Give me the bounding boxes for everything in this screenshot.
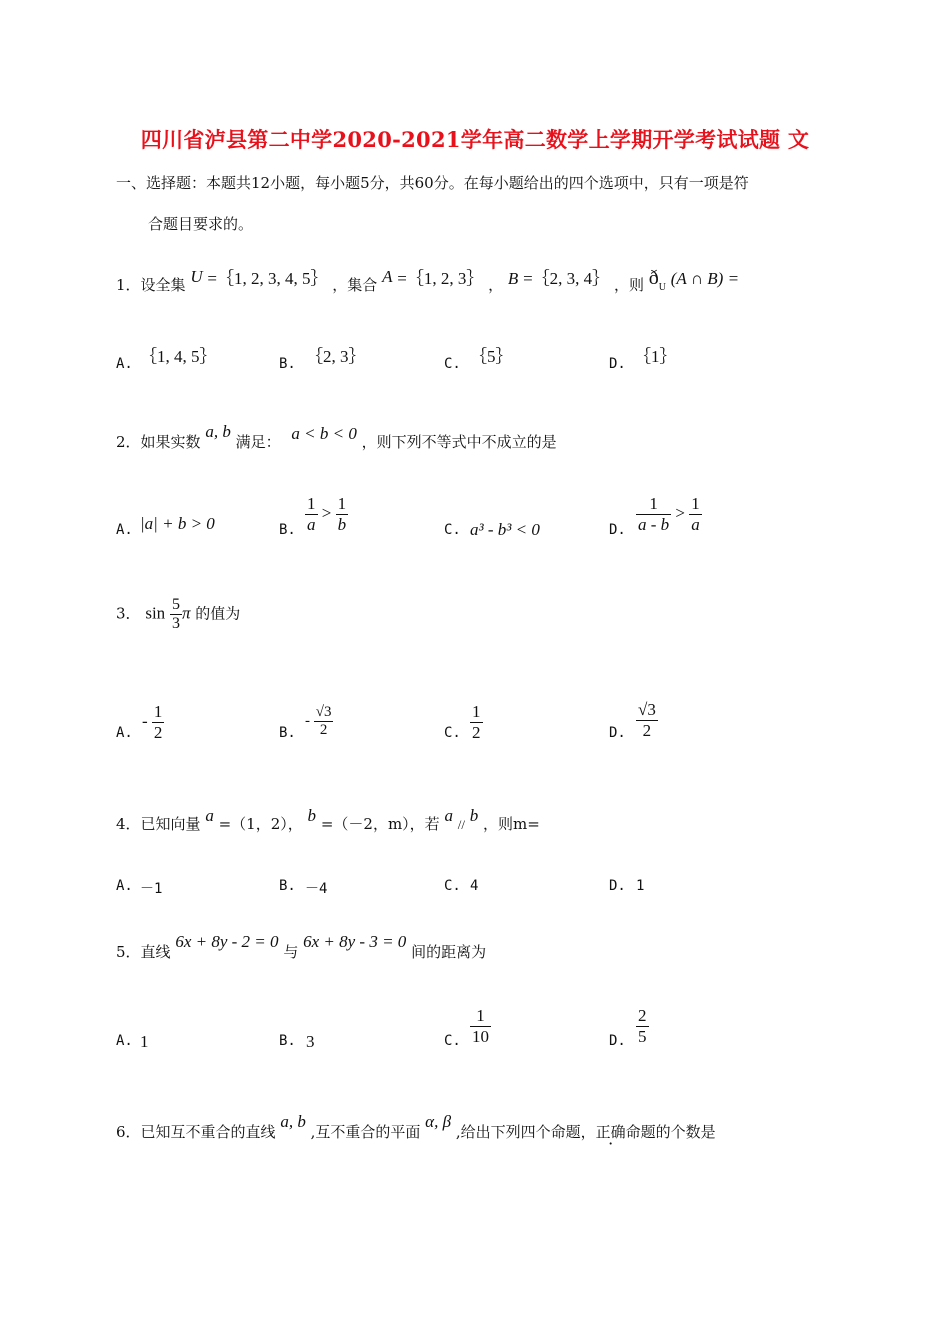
q1-A-set: =｛1, 2, 3｝ xyxy=(397,269,484,288)
q1-U: U xyxy=(190,267,203,286)
q4-option-c: 4 xyxy=(470,878,479,894)
question-2 xyxy=(116,422,557,452)
q2-vars: a, b xyxy=(205,422,231,441)
question-1 xyxy=(116,267,740,296)
q4-vector-a2: a xyxy=(444,806,453,825)
q2-option-b xyxy=(305,494,348,535)
q4-text-2: =（－2，m），若 xyxy=(320,815,440,833)
q3-sin: sin xyxy=(145,603,166,623)
q5-line-2: 6x + 8y - 3 = 0 xyxy=(303,932,407,951)
q4-option-a: －1 xyxy=(140,881,163,897)
q1-option-b: ｛2, 3｝ xyxy=(306,347,366,366)
q2-option-d-label: D. xyxy=(609,522,626,538)
page-title: 四川省泸县第二中学2020-2021学年高二数学上学期开学考试试题 文 xyxy=(140,127,810,152)
q2-text-1: 满足： xyxy=(235,433,281,451)
q2-option-c-label: C. xyxy=(444,522,461,538)
section-instructions-line1: 一、选择题：本题共12小题，每小题5分，共60分。在每小题给出的四个选项中，只有一项是符 xyxy=(116,174,749,192)
q1-text-3: ，则 xyxy=(613,276,644,294)
q3-d-den: 2 xyxy=(636,720,658,741)
q6-number: 6．已知互不重合的直线 xyxy=(116,1123,276,1141)
q2-option-a-label: A. xyxy=(116,522,133,538)
q5-text-2: 间的距离为 xyxy=(411,943,487,961)
q3-c-num: 1 xyxy=(472,702,481,721)
q6-text-2: ,给出下列四个命题， xyxy=(455,1123,596,1141)
q6-text-1: ,互不重合的平面 xyxy=(310,1123,421,1141)
q4-text-3: ，则m= xyxy=(483,815,540,833)
q5-option-c xyxy=(470,1006,491,1047)
q5-c-den: 10 xyxy=(472,1027,489,1046)
question-6 xyxy=(116,1112,716,1142)
q4-option-d: 1 xyxy=(636,878,645,894)
q3-option-a xyxy=(142,702,164,743)
q6-lines: a, b xyxy=(280,1112,306,1131)
q6-planes: α, β xyxy=(425,1112,452,1131)
q1-option-a: ｛1, 4, 5｝ xyxy=(140,347,217,366)
q2-option-c: a³ - b³ < 0 xyxy=(470,520,540,539)
q5-text-1: 与 xyxy=(283,943,299,961)
question-3 xyxy=(116,596,240,633)
q2-d-den1: a - b xyxy=(638,515,670,534)
q3-a-den: 2 xyxy=(153,723,163,742)
q3-c-den: 2 xyxy=(472,723,481,742)
q1-option-d: ｛1｝ xyxy=(634,347,677,366)
q3-pi: π xyxy=(181,603,191,623)
q5-option-d-label: D. xyxy=(609,1033,626,1049)
q2-number: 2．如果实数 xyxy=(116,433,201,451)
q2-d-den2: a xyxy=(691,515,700,534)
q3-number: 3． xyxy=(116,604,141,623)
q4-parallel: // xyxy=(457,817,465,832)
q5-number: 5．直线 xyxy=(116,943,171,961)
q3-text-1: 的值为 xyxy=(195,604,241,623)
q2-option-a: |a| + b > 0 xyxy=(140,514,215,533)
q4-option-c-label: C. xyxy=(444,878,461,894)
q5-option-a: 1 xyxy=(140,1032,149,1051)
q5-option-a-label: A. xyxy=(116,1033,133,1049)
q4-text-1: =（1，2）， xyxy=(218,815,303,833)
question-4 xyxy=(116,806,540,834)
q5-option-d xyxy=(636,1006,649,1047)
q2-b-num1: 1 xyxy=(307,494,316,513)
q1-option-a-label: A. xyxy=(116,356,133,372)
q5-option-b: 3 xyxy=(306,1032,315,1051)
q1-U-set: =｛1, 2, 3, 4, 5｝ xyxy=(207,269,328,288)
q3-option-a-label: A. xyxy=(116,725,133,741)
q2-d-num2: 1 xyxy=(691,494,700,513)
q1-B-set: =｛2, 3, 4｝ xyxy=(523,269,610,288)
q3-b-sign: - xyxy=(305,712,310,729)
q3-frac-den: 3 xyxy=(171,615,180,632)
q1-number: 1．设全集 xyxy=(116,276,186,294)
q3-a-sign: - xyxy=(142,711,148,731)
q4-option-d-label: D. xyxy=(609,878,626,894)
q4-number: 4．已知向量 xyxy=(116,815,201,833)
q3-option-b xyxy=(305,704,333,739)
q4-option-a-label: A. xyxy=(116,878,133,894)
q3-b-num: √3 xyxy=(315,704,332,720)
q2-condition: a < b < 0 xyxy=(291,424,357,443)
q2-b-op: > xyxy=(321,503,332,523)
q3-d-num: √3 xyxy=(638,700,656,719)
q2-d-num1: 1 xyxy=(649,494,658,513)
q4-vector-a: a xyxy=(205,806,214,825)
q3-option-d-label: D. xyxy=(609,725,626,741)
q2-option-b-label: B. xyxy=(279,522,296,538)
q5-line-1: 6x + 8y - 2 = 0 xyxy=(175,932,279,951)
q3-option-c xyxy=(470,702,483,743)
q5-c-num: 1 xyxy=(476,1006,485,1025)
q1-expression: (A ∩ B) = xyxy=(670,269,740,288)
q3-frac-num: 5 xyxy=(171,596,180,613)
q5-option-c-label: C. xyxy=(444,1033,461,1049)
q5-d-den: 5 xyxy=(638,1027,647,1046)
q3-b-den: 2 xyxy=(314,721,334,739)
q4-vector-b: b xyxy=(307,806,317,825)
q2-d-op: > xyxy=(675,503,686,523)
q3-option-c-label: C. xyxy=(444,725,461,741)
q2-text-2: ，则下列不等式中不成立的是 xyxy=(361,433,557,451)
q1-complement: ð xyxy=(648,267,659,289)
q4-vector-b2: b xyxy=(469,806,479,825)
q1-text-1: ，集合 xyxy=(332,276,378,294)
q2-b-den1: a xyxy=(307,515,316,534)
question-5 xyxy=(116,932,487,962)
q3-option-d xyxy=(636,700,658,741)
section-instructions-line2: 合题目要求的。 xyxy=(148,215,254,233)
q3-a-num: 1 xyxy=(153,702,163,721)
q2-option-d xyxy=(636,494,702,535)
q1-option-c: ｛5｝ xyxy=(470,347,513,366)
q3-option-b-label: B. xyxy=(279,725,296,741)
q1-option-c-label: C. xyxy=(444,356,461,372)
q1-B: B xyxy=(507,269,519,288)
q1-text-2: ， xyxy=(488,276,504,294)
q5-option-b-label: B. xyxy=(279,1033,296,1049)
q6-emphasis: 正确 xyxy=(595,1123,626,1141)
q4-option-b: －4 xyxy=(305,881,328,897)
q2-b-den2: b xyxy=(337,515,347,534)
q1-complement-sub: U xyxy=(658,282,666,293)
q5-d-num: 2 xyxy=(638,1006,647,1025)
q6-text-3: 命题的个数是 xyxy=(625,1123,716,1141)
q2-b-num2: 1 xyxy=(337,494,347,513)
q4-option-b-label: B. xyxy=(279,878,296,894)
q1-option-b-label: B. xyxy=(279,356,296,372)
q1-option-d-label: D. xyxy=(609,356,626,372)
q1-A: A xyxy=(382,267,393,286)
